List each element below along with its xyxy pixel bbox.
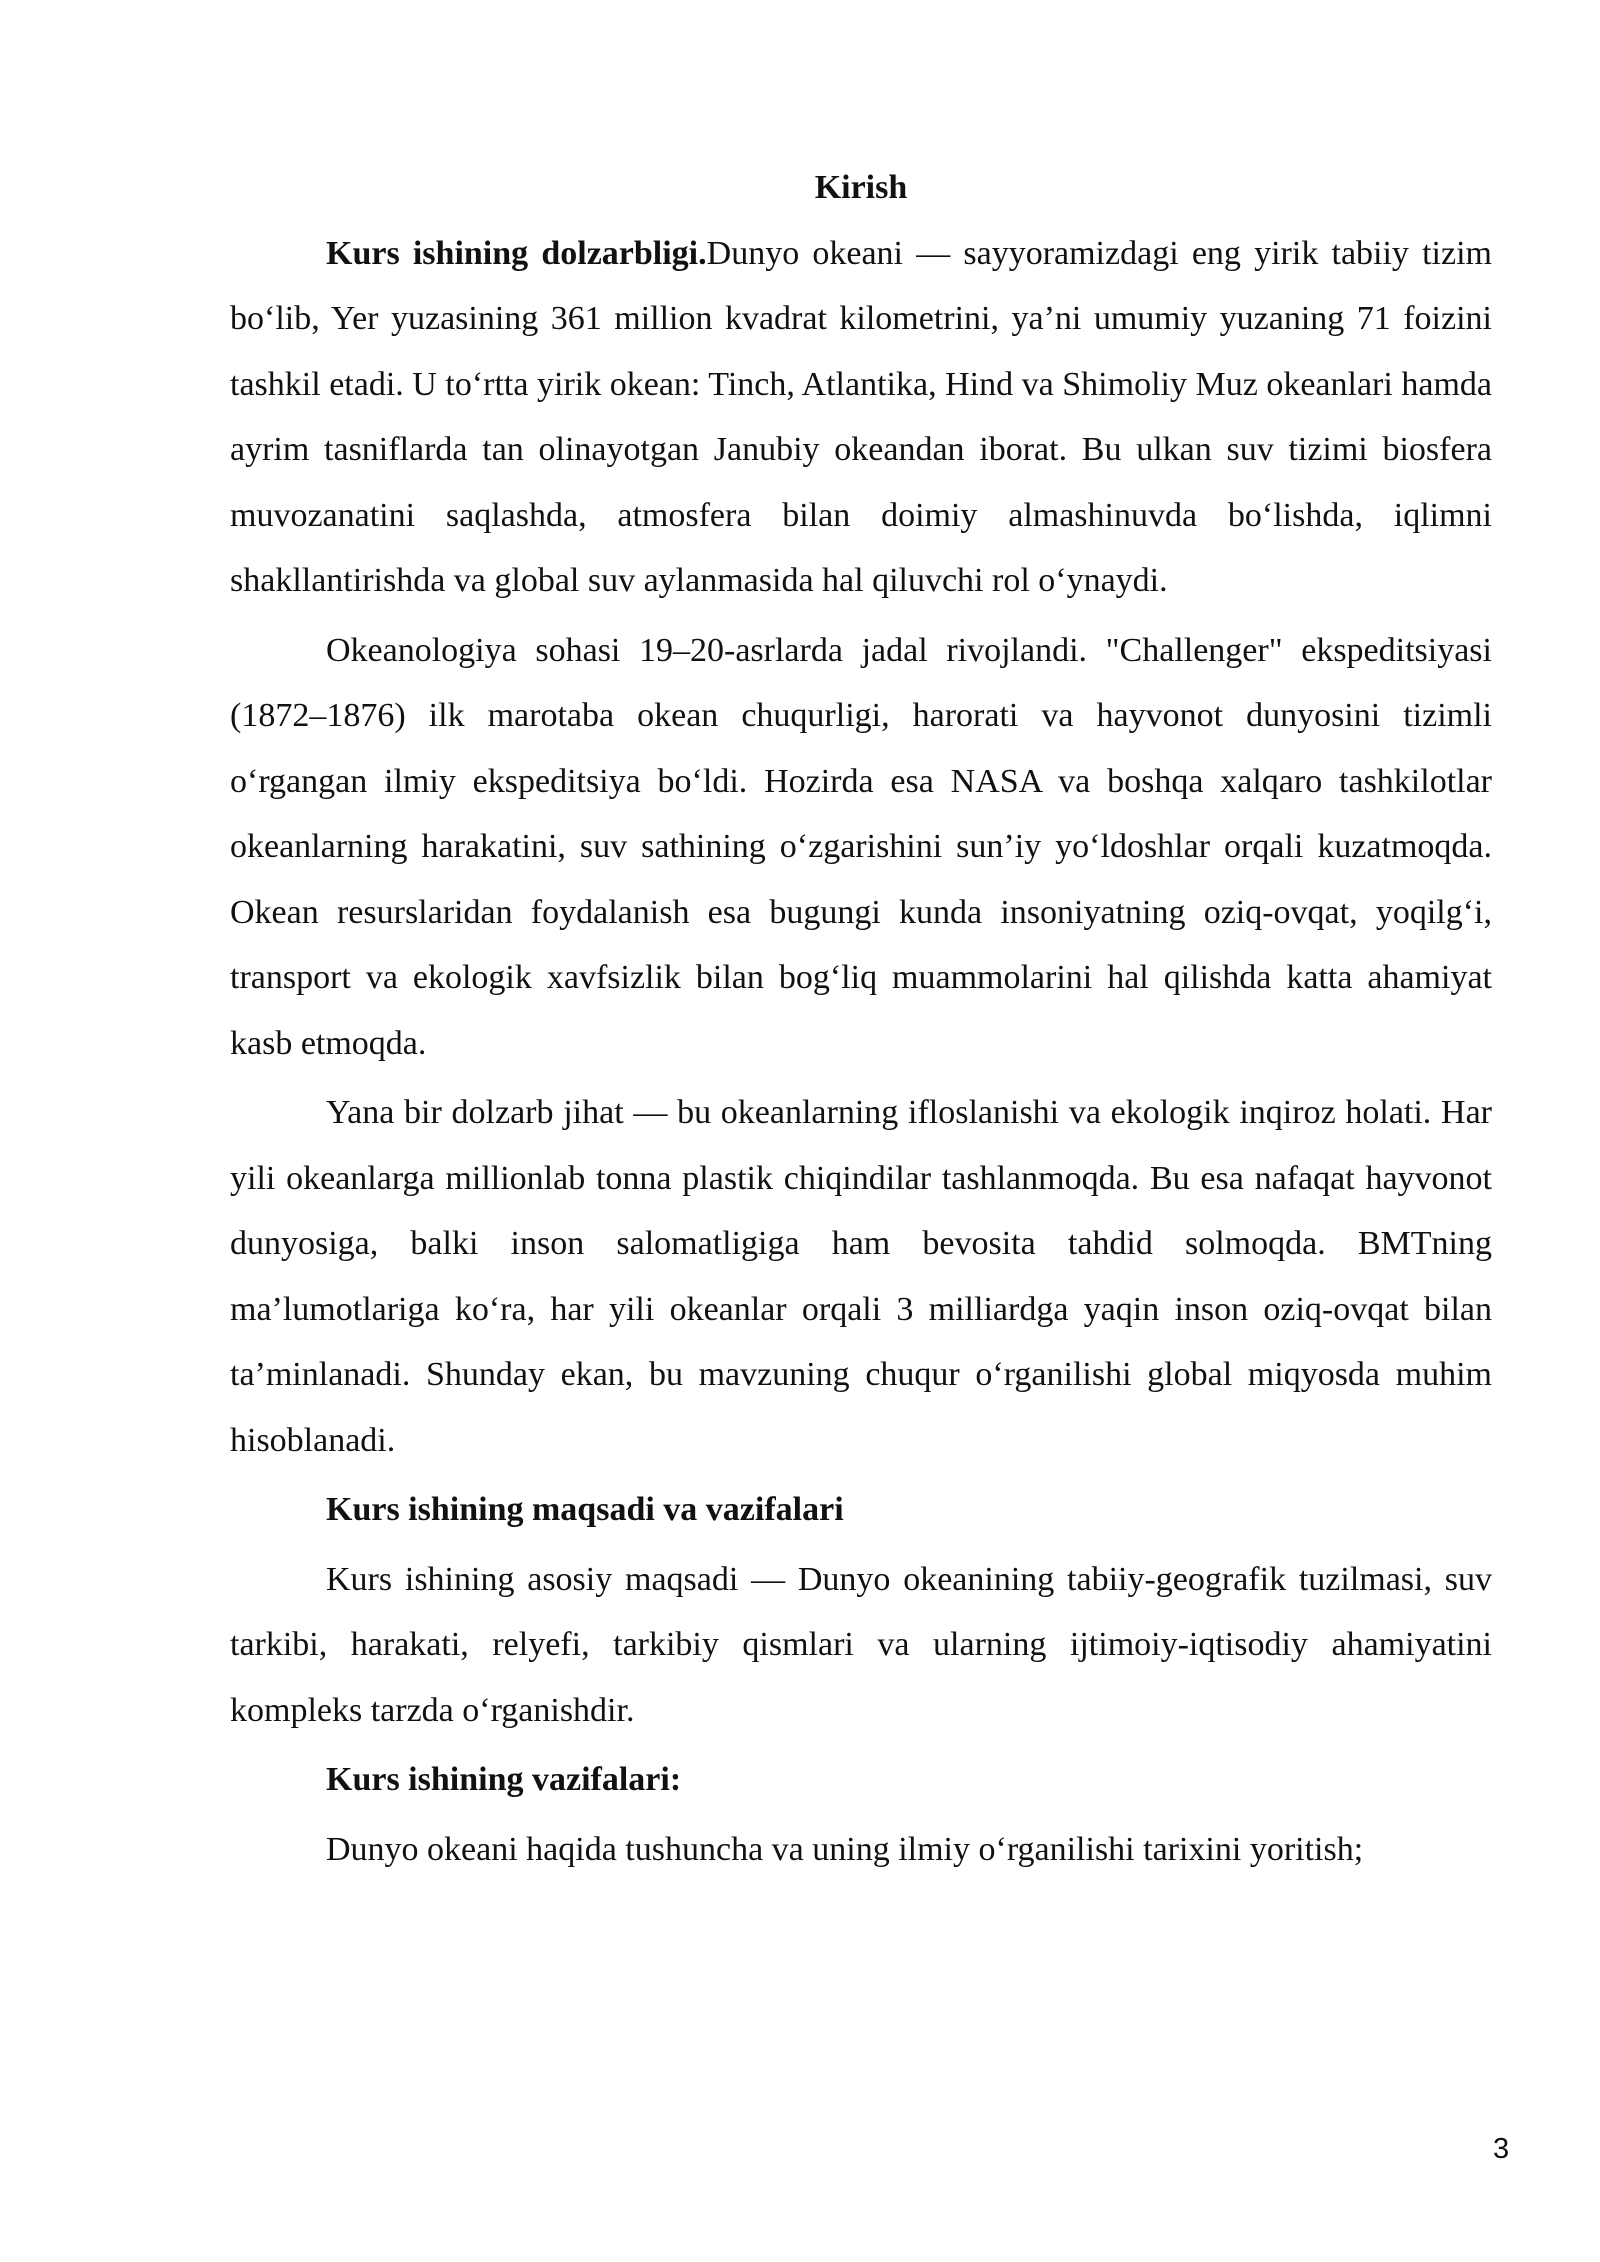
paragraph-goal: Kurs ishining asosiy maqsadi — Dunyo okeanining tabiiy-geografik tuzilmasi, suv tarkibi, harakati, relyefi, tarkibiy qismlari va ularning ijtimoiy-iqtisodiy ahamiyatini kompleks tarzda o‘rganishdir. [230,1560,1492,1729]
paragraph-oceanology: Okeanologiya sohasi 19–20-asrlarda jadal rivojlandi. "Challenger" ekspeditsiyasi (1872–1876) ilk marotaba okean chuqurligi, harorati va hayvonot dunyosini tizimli o‘rgangan ilmiy ekspeditsiya bo‘ldi. Hozirda esa NASA va boshqa xalqaro tashkilotlar okeanlarning harakatini, suv sathining o‘zgarishini sun’iy yo‘ldoshlar orqali kuzatmoqda. Okean resurslaridan foydalanish esa bugungi kunda insoniyatning oziq-ovqat, yoqilg‘i, transport va ekologik xavfsizlik bilan bog‘liq muammolarini hal qilishda katta ahamiyat kasb etmoqda. [230,631,1492,1062]
paragraph-task-1: Dunyo okeani haqida tushuncha va uning ilmiy o‘rganilishi tarixini yoritish; [326,1830,1364,1868]
relevance-lead: Kurs ishining dolzarbligi. [326,234,707,272]
page-number: 3 [1493,2133,1510,2165]
heading-goal: Kurs ishining maqsadi va vazifalari [326,1491,844,1528]
paragraph-pollution: Yana bir dolzarb jihat — bu okeanlarning ifloslanishi va ekologik inqiroz holati. Har yili okeanlarga millionlab tonna plastik chiqindilar tashlanmoqda. Bu esa nafaqat hayvonot dunyosiga, balki inson salomatligiga ham bevosita tahdid solmoqda. BMTning ma’lumotlariga ko‘ra, har yili okeanlar orqali 3 milliardga yaqin inson oziq-ovqat bilan ta’minlanadi. Shunday ekan, bu mavzuning chuqur o‘rganilishi global miqyosda muhim hisoblanadi. [230,1094,1492,1459]
document-page [230,155,1492,1886]
section-title: Kirish [814,169,908,206]
relevance-text: Dunyo okeani — sayyoramizdagi eng yirik tabiiy tizim bo‘lib, Yer yuzasining 361 million kvadrat kilometrini, ya’ni umumiy yuzaning 71 foizini tashkil etadi. U to‘rtta yirik okean: Tinch, Atlantika, Hind va Shimoliy Muz okeanlari hamda ayrim tasniflarda tan olinayotgan Janubiy okeandan iborat. Bu ulkan suv tizimi biosfera muvozanatini saqlashda, atmosfera bilan doimiy almashinuvda bo‘lishda, iqlimni shakllantirishda va global suv aylanmasida hal qiluvchi rol o‘ynaydi. [230,234,1492,599]
paragraph-relevance [230,221,1492,614]
heading-tasks: Kurs ishining vazifalari: [326,1761,682,1798]
